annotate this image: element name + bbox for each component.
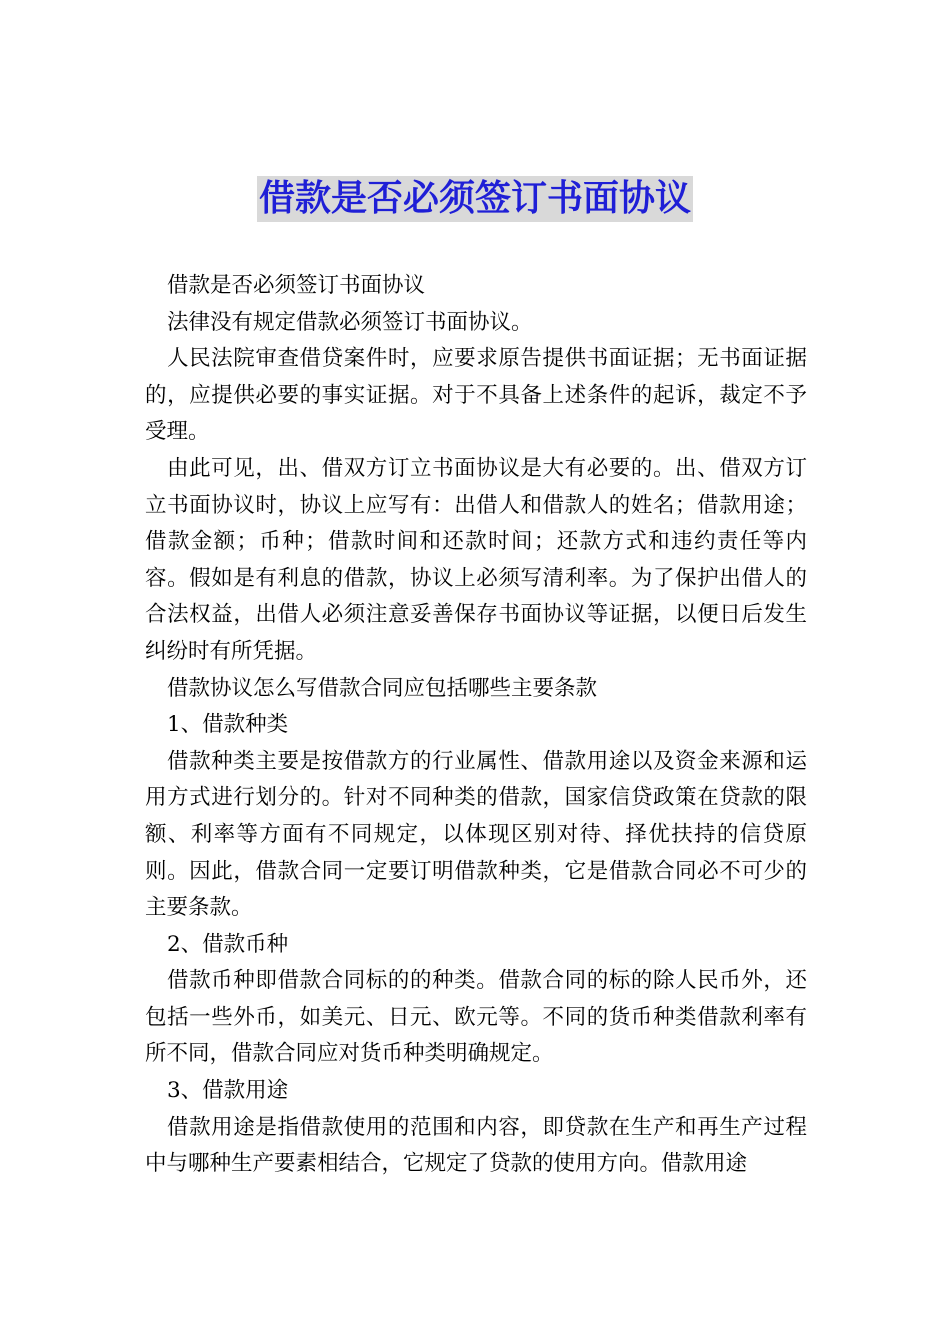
paragraph: 借款用途是指借款使用的范围和内容，即贷款在生产和再生产过程中与哪种生产要素相结合，它规定了贷款的使用方向。借款用途 xyxy=(145,1114,807,1177)
paragraph: 借款种类主要是按借款方的行业属性、借款用途以及资金来源和运用方式进行划分的。针对不同种类的借款，国家信贷政策在贷款的限额、利率等方面有不同规定，以体现区别对待、择优扶持的信贷原则。因此，借款合同一定要订明借款种类，它是借款合同必不可少的主要条款。 xyxy=(145,748,807,921)
document-body xyxy=(145,268,807,1183)
document-title: 借款是否必须签订书面协议 xyxy=(257,176,693,222)
title-container xyxy=(0,176,950,222)
clause-heading: 3、借款用途 xyxy=(167,1078,289,1104)
paragraph: 借款币种即借款合同标的的种类。借款合同的标的除人民币外，还包括一些外币，如美元、日元、欧元等。不同的货币种类借款利率有所不同，借款合同应对货币种类明确规定。 xyxy=(145,968,807,1067)
paragraph: 人民法院审查借贷案件时，应要求原告提供书面证据；无书面证据的，应提供必要的事实证据。对于不具备上述条件的起诉，裁定不予受理。 xyxy=(145,346,807,445)
section-heading: 借款协议怎么写借款合同应包括哪些主要条款 xyxy=(167,675,598,701)
paragraph-heading-repeat: 借款是否必须签订书面协议 xyxy=(167,273,426,298)
clause-heading: 1、借款种类 xyxy=(167,712,289,738)
clause-heading: 2、借款币种 xyxy=(167,931,289,957)
paragraph: 法律没有规定借款必须签订书面协议。 xyxy=(167,309,533,335)
paragraph: 由此可见，出、借双方订立书面协议是大有必要的。出、借双方订立书面协议时，协议上应写有：出借人和借款人的姓名；借款用途；借款金额；币种；借款时间和还款时间；还款方式和违约责任等内容。假如是有利息的借款，协议上必须写清利率。为了保护出借人的合法权益，出借人必须注意妥善保存书面协议等证据，以便日后发生纠纷时有所凭据。 xyxy=(145,455,807,664)
